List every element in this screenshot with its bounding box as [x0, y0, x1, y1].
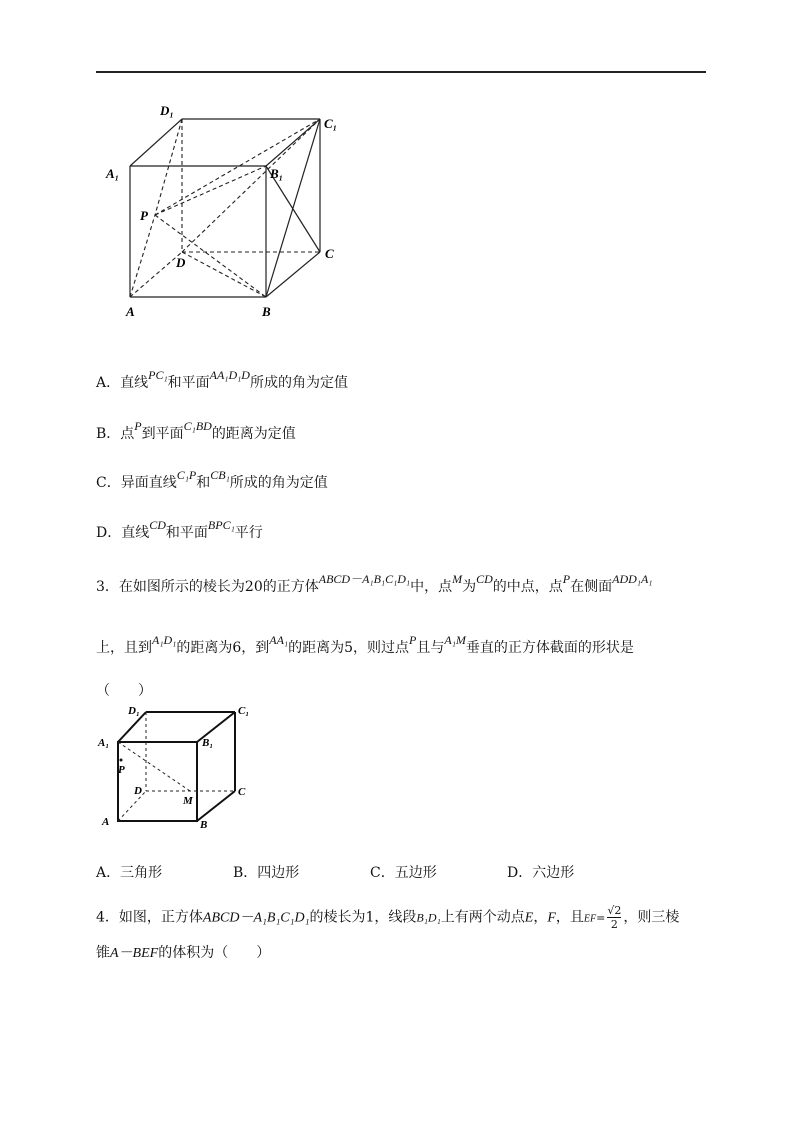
label-C1-2: C₁ — [238, 705, 250, 717]
q2-option-b: B．点P到平面C₁BD的距离为定值 — [96, 419, 296, 442]
label-B: B — [262, 304, 271, 319]
label-A1: A₁ — [106, 166, 120, 181]
q3-option-c: C．五边形 — [370, 865, 437, 881]
label-B1-2: B₁ — [202, 737, 214, 749]
q3-answer-paren: （ ） — [96, 683, 152, 699]
q3-options — [96, 862, 716, 882]
q3-option-a: A．三角形 — [96, 865, 163, 881]
q3-line-1: 3．在如图所示的棱长为20的正方体ABCD－A₁B₁C₁D₁中，点M为CD的中点，点P在侧面ADD₁A₁ — [96, 572, 653, 595]
label-A: A — [126, 304, 135, 319]
q2-option-c: C．异面直线C₁P和CB₁所成的角为定值 — [96, 468, 328, 491]
label-D1: D₁ — [160, 103, 174, 118]
label-M-2: M — [183, 795, 193, 807]
q3-option-b: B．四边形 — [233, 865, 300, 881]
label-D: D — [176, 255, 186, 270]
label-A1-2: A₁ — [98, 737, 110, 749]
label-P: P — [140, 208, 148, 223]
q2-option-a: A．直线PC₁和平面AA₁D₁D所成的角为定值 — [96, 368, 348, 391]
cube-figure-1 — [100, 100, 360, 325]
label-B1: B₁ — [270, 166, 284, 181]
q3-line-2: 上，且到A₁D₁的距离为6，到AA₁的距离为5，则过点P且与A₁M垂直的正方体截面的形状是 — [96, 633, 634, 656]
label-P-2: P — [118, 764, 125, 776]
q4-line-1: 4．如图，正方体ABCD－A₁B₁C₁D₁的棱长为1，线段B₁D₁上有两个动点E，F，且EF= $\frac{√2}{2}$ ，则三棱 — [96, 904, 680, 931]
label-D-2: D — [134, 785, 142, 797]
fraction: $\frac{√2}{2}$ — [607, 904, 622, 931]
q4-line-2: 锥A－BEF的体积为（ ） — [96, 945, 271, 961]
label-A-2: A — [102, 816, 110, 828]
q3-option-d: D．六边形 — [507, 865, 575, 881]
cube-figure-2 — [96, 700, 266, 832]
label-C: C — [325, 246, 334, 261]
label-C1: C₁ — [324, 116, 338, 131]
q2-option-d: D．直线CD和平面BPC₁平行 — [96, 518, 263, 541]
header-rule — [96, 71, 706, 73]
label-D1-2: D₁ — [128, 705, 140, 717]
label-B-2: B — [200, 819, 208, 831]
label-C-2: C — [238, 786, 246, 798]
